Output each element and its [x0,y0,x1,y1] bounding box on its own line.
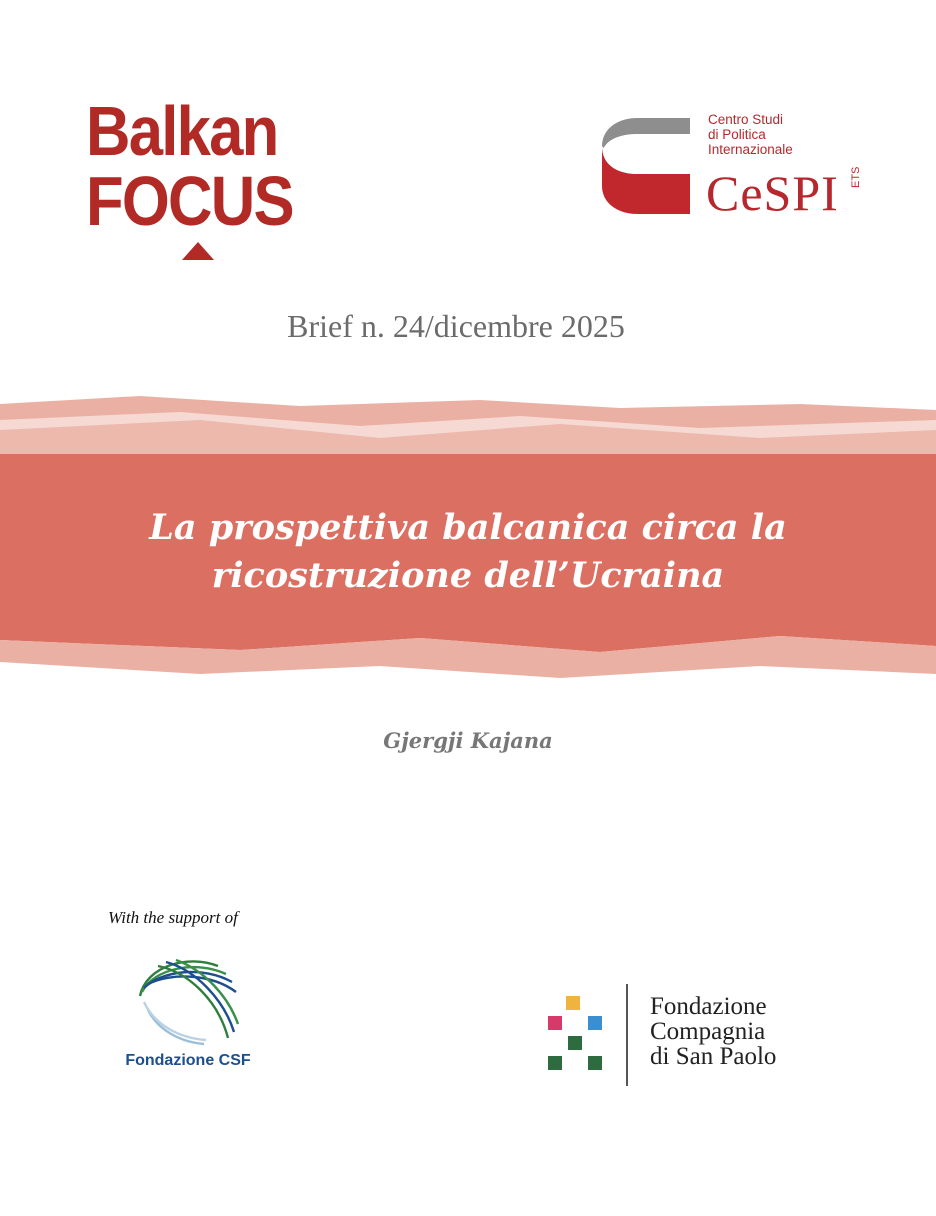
balkan-focus-logo-line2: FOCUS [86,162,293,240]
cespi-subtitle-line: Internazionale [708,142,793,157]
support-label: With the support of [108,908,238,927]
csp-square-icon [588,1016,602,1030]
cespi-name: CeSPI [706,165,839,221]
csf-globe-icon [118,952,258,1048]
csp-name [650,994,776,1069]
document-title [40,504,896,600]
cespi-logo [598,112,868,224]
fondazione-csf-logo [118,952,268,1082]
csp-name-line: Compagnia [650,1018,766,1045]
csp-square-icon [568,1036,582,1050]
cespi-emblem-icon [598,112,694,224]
cespi-subtitle [708,112,793,157]
document-title-line2: ricostruzione dell’Ucraina [211,555,725,596]
csp-divider [626,984,628,1086]
document-title-line1: La prospettiva balcanica circa la [149,507,787,548]
csp-square-icon [588,1056,602,1070]
brief-number: Brief n. 24/dicembre 2025 [287,308,625,344]
balkan-focus-diamond-icon [182,242,214,260]
csp-square-icon [548,1056,562,1070]
cespi-subtitle-line: Centro Studi [708,112,784,127]
csp-name-line: Fondazione [650,993,767,1020]
csp-square-icon [548,1016,562,1030]
compagnia-san-paolo-logo [546,984,806,1088]
fondazione-csf-label: Fondazione CSF [125,1052,251,1069]
balkan-focus-logo-line1: Balkan [86,92,278,170]
cespi-ets: ETS [850,166,862,188]
csp-name-line: di San Paolo [650,1043,777,1070]
csp-square-icon [566,996,580,1010]
balkan-focus-logo [86,92,316,266]
author-name: Gjergji Kajana [383,728,553,753]
cespi-subtitle-line: di Politica [708,127,766,142]
